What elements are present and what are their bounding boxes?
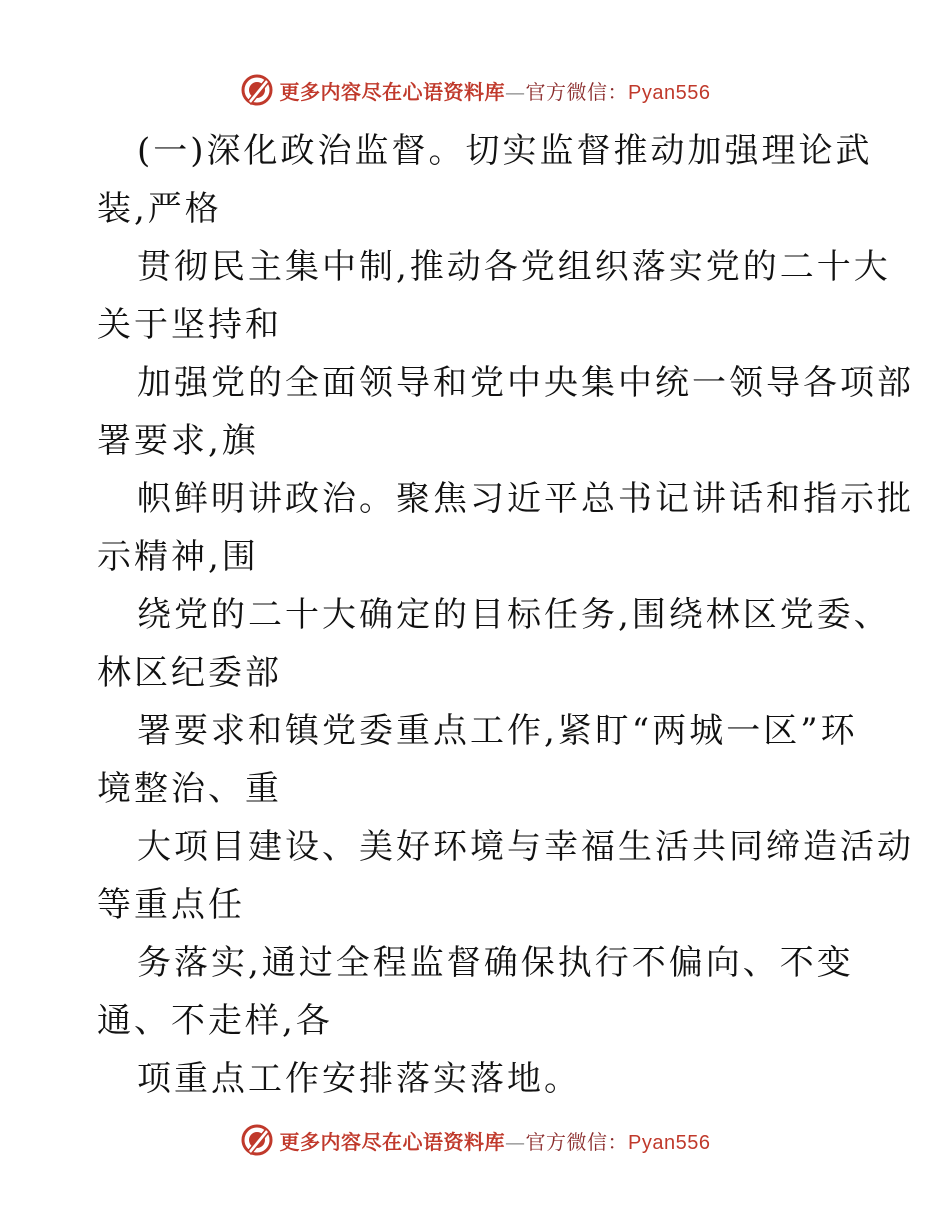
pen-seal-logo-icon — [240, 1123, 274, 1157]
banner-dash: — — [505, 1129, 526, 1154]
banner-text — [280, 1126, 711, 1155]
text-line: (一)深化政治监督。切实监督推动加强理论武 — [137, 131, 873, 171]
text-line: 通、不走样,各 — [97, 1001, 333, 1041]
text-line: 大项目建设、美好环境与幸福生活共同缔造活动 — [137, 827, 914, 867]
text-line: 林区纪委部 — [97, 653, 282, 693]
banner-slogan: 更多内容尽在心语资料库 — [279, 79, 506, 104]
document-body — [97, 122, 914, 1108]
text-line: 署要求,旗 — [97, 421, 259, 461]
text-line: 项重点工作安排落实落地。 — [137, 1059, 581, 1099]
text-line: 帜鲜明讲政治。聚焦习近平总书记讲话和指示批 — [137, 479, 914, 519]
text-line: 务落实,通过全程监督确保执行不偏向、不变 — [137, 943, 854, 983]
banner-text — [280, 76, 711, 105]
header-banner — [0, 70, 950, 110]
text-line: 绕党的二十大确定的目标任务,围绕林区党委、 — [137, 595, 891, 635]
banner-wechat-label: 官方微信： — [525, 1129, 629, 1154]
text-line: 加强党的全面领导和党中央集中统一领导各项部 — [137, 363, 914, 403]
text-line: 境整治、重 — [97, 769, 282, 809]
text-line: 关于坚持和 — [97, 305, 282, 345]
text-line: 贯彻民主集中制,推动各党组织落实党的二十大 — [137, 247, 891, 287]
text-line: 示精神,围 — [97, 537, 259, 577]
banner-wechat-id: Pyan556 — [628, 1131, 711, 1154]
text-line: 等重点任 — [97, 885, 245, 925]
banner-slogan: 更多内容尽在心语资料库 — [279, 1129, 506, 1154]
banner-wechat-id: Pyan556 — [628, 81, 711, 104]
footer-banner — [0, 1120, 950, 1160]
text-line: 署要求和镇党委重点工作,紧盯“两城一区”环 — [137, 711, 858, 751]
banner-dash: — — [505, 79, 526, 104]
text-line: 装,严格 — [97, 189, 222, 229]
banner-wechat-label: 官方微信： — [525, 79, 629, 104]
pen-seal-logo-icon — [240, 73, 274, 107]
